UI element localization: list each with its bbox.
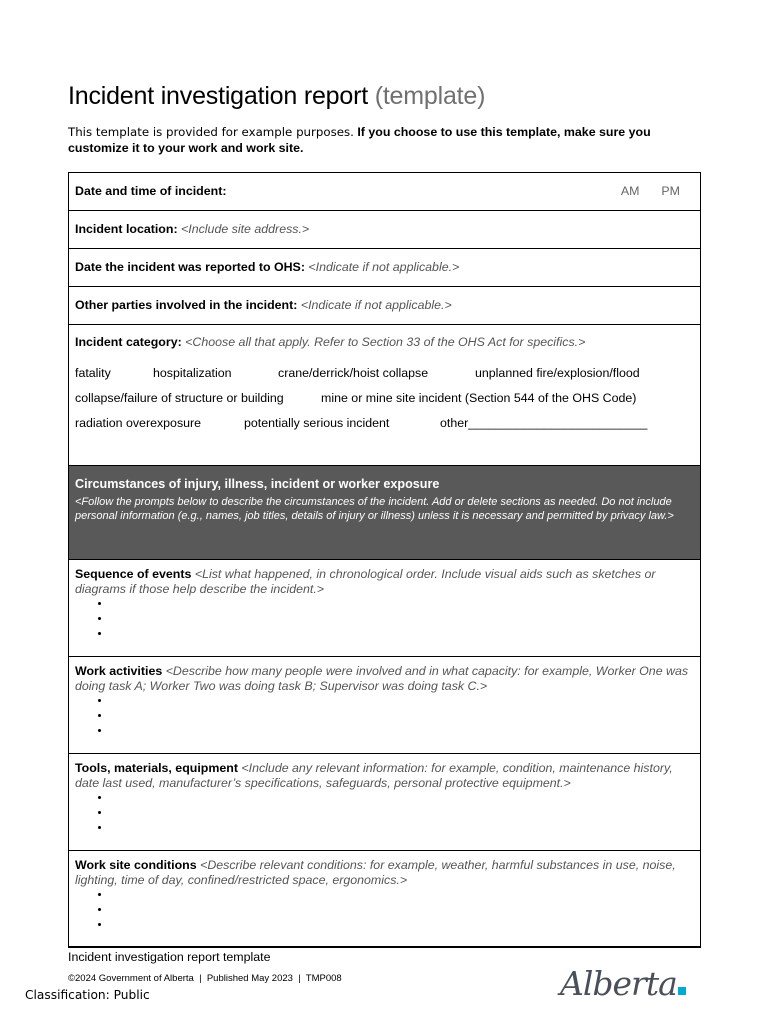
intro-bold: If you choose to use this template, make sure you customize it to your work and work site. [68, 125, 651, 155]
section-label: Tools, materials, equipment [75, 761, 238, 775]
reported-hint: <Indicate if not applicable.> [308, 260, 460, 274]
intro-text [68, 124, 708, 156]
section-hint: <Describe how many people were involved and in what capacity: for example, Worker One was doing task A; Worker Two was doing task B; Supervisor was doing task C.> [75, 664, 689, 693]
circumstances-title: Circumstances of injury, illness, incident or worker exposure [75, 477, 440, 491]
parties-label: Other parties involved in the incident: [75, 298, 298, 312]
work-site-conditions-row [69, 851, 701, 948]
section-label: Sequence of events [75, 567, 192, 581]
logo-wordmark: Alberta [560, 964, 677, 1003]
bullet-list [75, 888, 694, 933]
bullet-item[interactable] [111, 694, 694, 709]
bullet-list [75, 694, 694, 739]
bullet-item[interactable] [111, 597, 694, 612]
circumstances-header-cell [69, 466, 701, 560]
section-hint: <Describe relevant conditions: for example, weather, harmful substances in use, noise, lighting, time of day, confined/restricted space, ergonomics.> [75, 858, 676, 887]
date-time-cell[interactable] [69, 173, 701, 211]
category-option-fire-explosion-flood[interactable]: unplanned fire/explosion/flood [475, 366, 640, 380]
intro-plain: This template is provided for example purposes. [68, 125, 354, 139]
category-line-1 [75, 366, 694, 381]
section-hint: <Include any relevant information: for example, condition, maintenance history, date last used, manufacturer’s specifications, safeguards, personal protective equipment.> [75, 761, 673, 790]
date-time-label: Date and time of incident: [75, 184, 227, 198]
section-label: Work site conditions [75, 858, 197, 872]
parties-cell[interactable] [69, 287, 701, 325]
sequence-of-events-row [69, 560, 701, 657]
bullet-item[interactable] [111, 888, 694, 903]
bullet-item[interactable] [111, 612, 694, 627]
work-site-conditions-cell[interactable] [69, 851, 701, 948]
section-label: Work activities [75, 664, 163, 678]
category-option-other[interactable]: other__________________________ [440, 416, 648, 430]
circumstances-note: <Follow the prompts below to describe the circumstances of the incident. Add or delete sections as needed. Do not include personal information (e.g., names, job titles, details of injury or illness) unless it is necessary and permitted by privacy law.> [75, 496, 674, 522]
category-option-radiation[interactable]: radiation overexposure [75, 416, 202, 430]
footer-copyright: ©2024 Government of Alberta | Published May 2023 | TMP008 [68, 973, 342, 984]
date-time-row [69, 173, 701, 211]
category-option-hospitalization[interactable]: hospitalization [153, 366, 232, 380]
classification-label: Classification: Public [25, 988, 150, 1002]
logo-square-icon [678, 987, 686, 995]
bullet-item[interactable] [111, 918, 694, 933]
am-pm-options [599, 184, 694, 199]
incident-form-table [68, 172, 701, 948]
category-cell [69, 325, 701, 466]
reported-row [69, 249, 701, 287]
reported-cell[interactable] [69, 249, 701, 287]
alberta-logo [560, 964, 686, 1003]
sequence-of-events-cell[interactable] [69, 560, 701, 657]
parties-row [69, 287, 701, 325]
bullet-item[interactable] [111, 903, 694, 918]
tools-materials-equipment-cell[interactable] [69, 754, 701, 851]
bullet-list [75, 791, 694, 836]
parties-hint: <Indicate if not applicable.> [300, 298, 452, 312]
category-option-mine-incident[interactable]: mine or mine site incident (Section 544 of the OHS Code) [321, 391, 637, 405]
footer-doc-name: Incident investigation report template [68, 950, 271, 964]
footer-divider [68, 946, 701, 947]
bullet-list [75, 597, 694, 642]
category-options [75, 366, 694, 431]
work-activities-row [69, 657, 701, 754]
bullet-item[interactable] [111, 806, 694, 821]
am-option[interactable]: AM [620, 184, 640, 198]
bullet-item[interactable] [111, 791, 694, 806]
tools-materials-equipment-row [69, 754, 701, 851]
bullet-item[interactable] [111, 709, 694, 724]
bullet-item[interactable] [111, 821, 694, 836]
category-line-3 [75, 416, 694, 431]
location-row [69, 211, 701, 249]
location-hint: <Include site address.> [181, 222, 310, 236]
title-suffix: (template) [374, 82, 486, 110]
category-option-crane-collapse[interactable]: crane/derrick/hoist collapse [278, 366, 429, 380]
bullet-item[interactable] [111, 724, 694, 739]
section-hint: <List what happened, in chronological order. Include visual aids such as sketches or diagrams if those help describe the incident.> [75, 567, 656, 596]
title-main: Incident investigation report [68, 82, 368, 110]
category-option-fatality[interactable]: fatality [75, 366, 111, 380]
category-hint: <Choose all that apply. Refer to Section 33 of the OHS Act for specifics.> [185, 335, 586, 349]
category-option-potentially-serious[interactable]: potentially serious incident [244, 416, 390, 430]
category-row [69, 325, 701, 466]
category-line-2 [75, 391, 694, 406]
category-heading [75, 335, 694, 350]
bullet-item[interactable] [111, 627, 694, 642]
work-activities-cell[interactable] [69, 657, 701, 754]
page-title [68, 82, 485, 111]
reported-label: Date the incident was reported to OHS: [75, 260, 305, 274]
location-label: Incident location: [75, 222, 178, 236]
location-cell[interactable] [69, 211, 701, 249]
category-option-structure-collapse[interactable]: collapse/failure of structure or building [75, 391, 284, 405]
category-label: Incident category: [75, 335, 182, 349]
circumstances-header-row [69, 466, 701, 560]
pm-option[interactable]: PM [661, 184, 680, 198]
